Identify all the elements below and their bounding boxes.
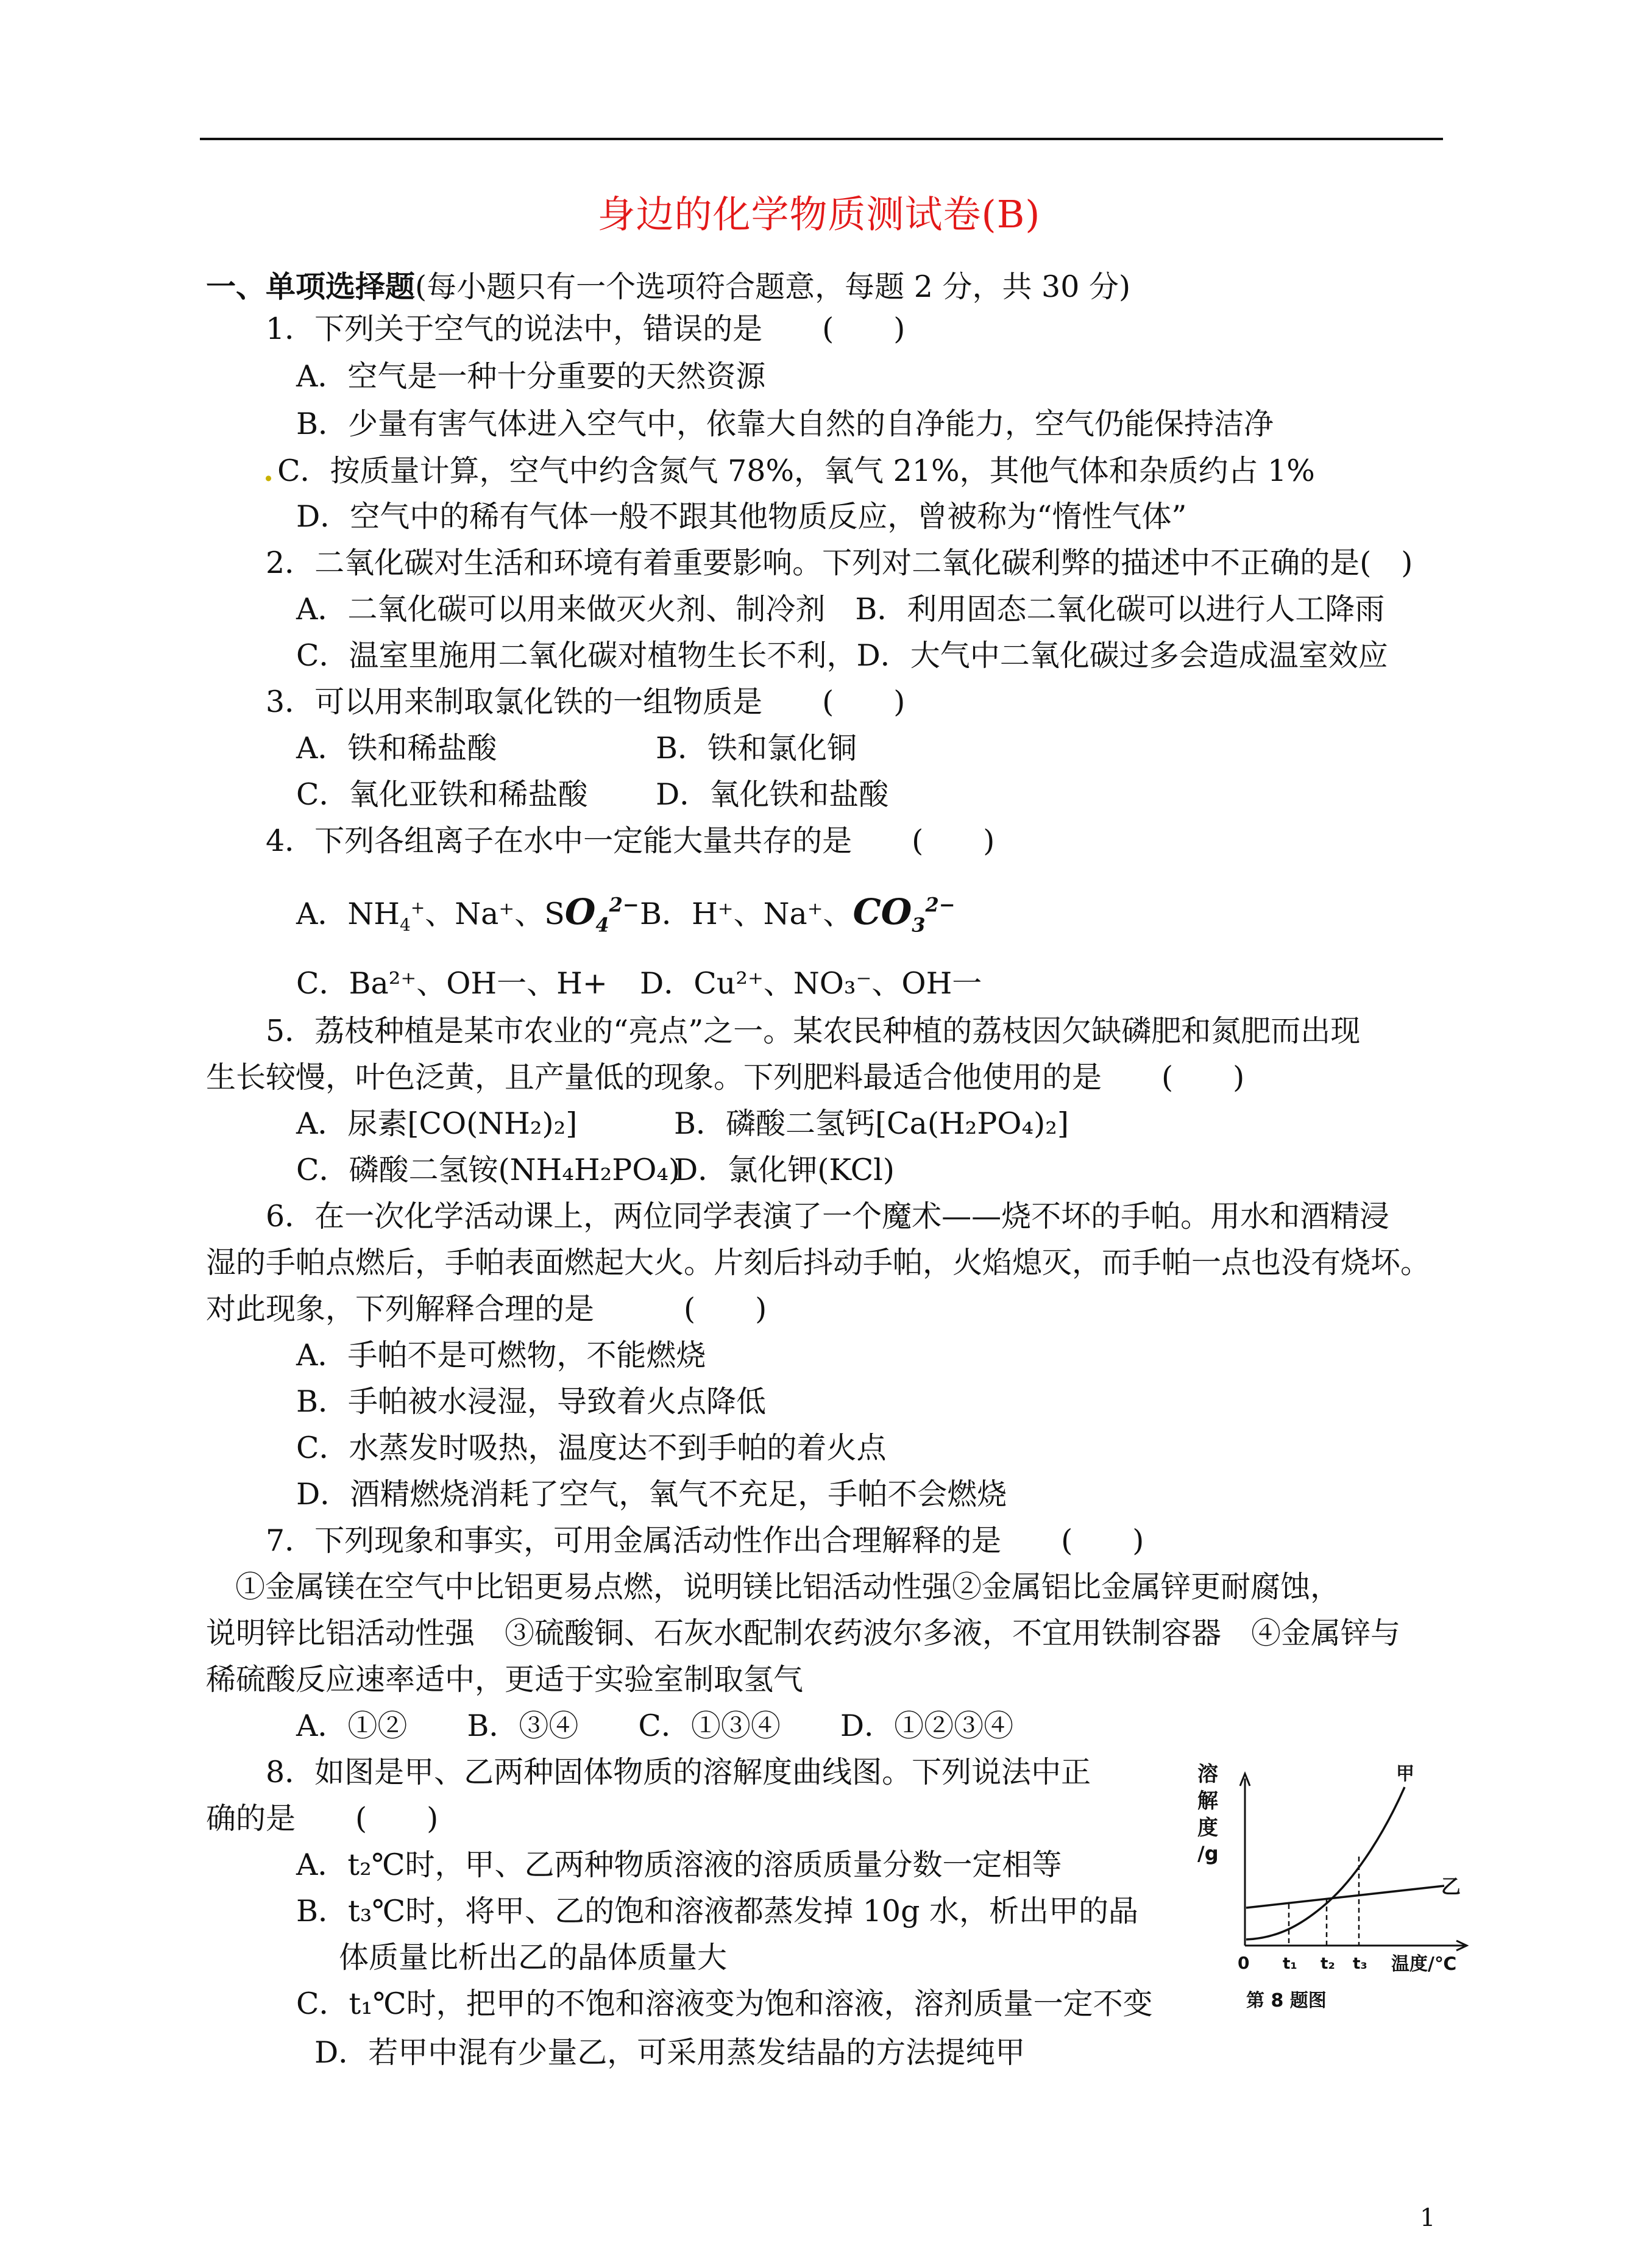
x-axis-label: 温度/℃: [1391, 1953, 1457, 1975]
q8-option-b-line2: 体质量比析出乙的晶体质量大: [339, 1940, 728, 1975]
q5-option-c: C．磷酸二氢铵(NH₄H₂PO₄): [296, 1153, 681, 1187]
q7-stem: 7．下列现象和事实，可用金属活动性作出合理解释的是 ( ): [266, 1523, 1144, 1558]
q8-option-a: A．t₂℃时，甲、乙两种物质溶液的溶质质量分数一定相等: [296, 1847, 1062, 1882]
q4-option-d: D．Cu²⁺、NO₃⁻、OH一: [640, 966, 982, 1001]
q3-stem: 3．可以用来制取氯化铁的一组物质是 ( ): [266, 684, 906, 719]
q8-option-d: D．若甲中混有少量乙，可采用蒸发结晶的方法提纯甲: [314, 2035, 1026, 2070]
q8-option-c: C．t₁℃时，把甲的不饱和溶液变为饱和溶液，溶剂质量一定不变: [296, 1986, 1153, 2021]
section-note: (每小题只有一个选项符合题意，每题 2 分，共 30 分): [415, 269, 1131, 304]
t1-label: t₁: [1283, 1955, 1297, 1973]
q1-option-d: D．空气中的稀有气体一般不跟其他物质反应，曾被称为“惰性气体”: [296, 499, 1187, 534]
y-label-char-4: /g: [1197, 1842, 1219, 1865]
bullet-mark: .: [263, 453, 274, 488]
q1-stem: 1．下列关于空气的说法中，错误的是 ( ): [266, 311, 906, 346]
q1-option-a: A．空气是一种十分重要的天然资源: [296, 359, 766, 394]
q3-option-c: C．氧化亚铁和稀盐酸: [296, 777, 588, 812]
q4-b-prefix: B．H⁺、Na⁺、: [640, 897, 853, 931]
series-label-yi: 乙: [1441, 1875, 1461, 1898]
curve-jia: [1246, 1787, 1405, 1939]
carbonate-formula: $CO_3^{2-}$: [853, 891, 956, 937]
q5-stem-line1: 5．荔枝种植是某市农业的“亮点”之一。某农民种植的荔枝因欠缺磷肥和氮肥而出现: [266, 1014, 1361, 1048]
q2-options-cd: C．温室里施用二氧化碳对植物生长不利，D．大气中二氧化碳过多会造成温室效应: [296, 638, 1388, 673]
q8-option-b-line1: B．t₃℃时，将甲、乙的饱和溶液都蒸发掉 10g 水，析出甲的晶: [296, 1894, 1139, 1929]
q4-option-c: C．Ba²⁺、OH一、H+: [296, 966, 608, 1001]
q3-option-d: D．氧化铁和盐酸: [656, 777, 889, 812]
q4-a-prefix: A．NH: [296, 897, 400, 931]
q5-option-a: A．尿素[CO(NH₂)₂]: [296, 1106, 578, 1141]
y-label-char-3: 度: [1197, 1816, 1218, 1840]
q8-stem-line2: 确的是 ( ): [206, 1801, 439, 1836]
q4-stem: 4．下列各组离子在水中一定能大量共存的是 ( ): [266, 823, 995, 858]
q1-option-c: C．按质量计算，空气中约含氮气 78%，氧气 21%，其他气体和杂质约占 1%: [277, 453, 1315, 488]
q6-stem-line3: 对此现象，下列解释合理的是 ( ): [206, 1292, 767, 1326]
q1-option-b: B．少量有害气体进入空气中，依靠大自然的自净能力，空气仍能保持洁净: [296, 407, 1274, 441]
section-heading: [206, 268, 1130, 305]
header-rule: [200, 138, 1443, 140]
q7-statement-line1: ①金属镁在空气中比铝更易点燃，说明镁比铝活动性强②金属铝比金属锌更耐腐蚀，: [235, 1569, 1341, 1604]
t3-label: t₃: [1353, 1955, 1367, 1973]
q2-options-ab: A．二氧化碳可以用来做灭火剂、制冷剂 B．利用固态二氧化碳可以进行人工降雨: [296, 592, 1385, 627]
q5-option-d: D．氯化钾(KCl): [674, 1153, 895, 1187]
q6-stem-line1: 6．在一次化学活动课上，两位同学表演了一个魔术——烧不坏的手帕。用水和酒精浸: [266, 1199, 1390, 1234]
q1-option-c-row: [263, 452, 1315, 489]
y-label-char-2: 解: [1197, 1789, 1218, 1813]
q2-stem: 2．二氧化碳对生活和环境有着重要影响。下列对二氧化碳利弊的描述中不正确的是( ): [266, 546, 1413, 580]
page-number: 1: [1420, 2204, 1436, 2232]
q7-statement-line2: 说明锌比铝活动性强 ③硫酸铜、石灰水配制农药波尔多液，不宜用铁制容器 ④金属锌与: [206, 1616, 1401, 1651]
solubility-curve-figure: [1197, 1755, 1502, 2048]
y-label-char-1: 溶: [1197, 1762, 1218, 1786]
origin-label: 0: [1238, 1953, 1250, 1973]
q4-option-b: [640, 891, 956, 937]
curve-yi: [1246, 1886, 1444, 1908]
q8-stem-line1: 8．如图是甲、乙两种固体物质的溶解度曲线图。下列说法中正: [266, 1755, 1091, 1790]
page-title: 身边的化学物质测试卷(B): [597, 192, 1041, 236]
q3-option-a: A．铁和稀盐酸: [296, 731, 497, 766]
figure-caption: 第 8 题图: [1246, 1990, 1327, 2011]
t2-label: t₂: [1321, 1955, 1335, 1973]
q6-option-b: B．手帕被水浸湿，导致着火点降低: [296, 1384, 767, 1419]
q3-option-b: B．铁和氯化铜: [656, 731, 857, 766]
sulfate-formula: $O_4^{2-}$: [564, 891, 639, 937]
q6-option-a: A．手帕不是可燃物，不能燃烧: [296, 1338, 706, 1373]
q6-option-c: C．水蒸发时吸热，温度达不到手帕的着火点: [296, 1431, 887, 1465]
q5-option-b: B．磷酸二氢钙[Ca(H₂PO₄)₂]: [674, 1106, 1069, 1141]
q7-options: A．①② B．③④ C．①③④ D．①②③④: [296, 1708, 1014, 1743]
q4-a-rest: 、Na⁺、S: [425, 897, 565, 931]
q6-option-d: D．酒精燃烧消耗了空气，氧气不充足，手帕不会燃烧: [296, 1477, 1007, 1512]
q7-statement-line3: 稀硫酸反应速率适中，更适于实验室制取氢气: [206, 1662, 804, 1697]
q5-stem-line2: 生长较慢，叶色泛黄，且产量低的现象。下列肥料最适合他使用的是 ( ): [206, 1060, 1245, 1095]
section-title: 一、单项选择题: [206, 269, 416, 304]
series-label-jia: 甲: [1396, 1763, 1414, 1785]
q6-stem-line2: 湿的手帕点燃后，手帕表面燃起大火。片刻后抖动手帕，火焰熄灭，而手帕一点也没有烧坏。: [206, 1245, 1431, 1280]
q4-option-a: A．$NH_4^+$、Na⁺、$SO_4^{2-}$: [296, 891, 639, 937]
